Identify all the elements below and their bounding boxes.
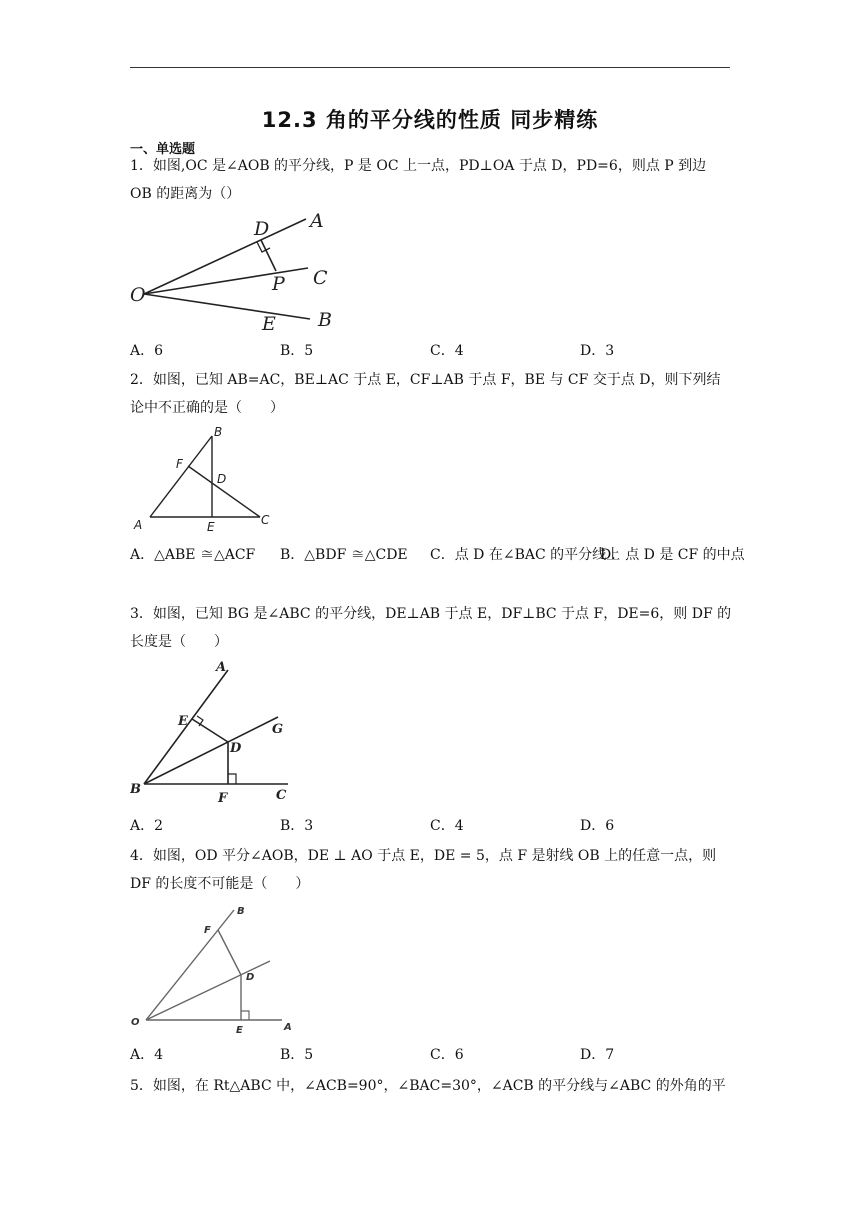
- fig4-label-e: E: [236, 1025, 243, 1036]
- option-d[interactable]: D．6: [580, 818, 615, 834]
- question-4-figure: [130, 900, 305, 1040]
- option-b[interactable]: B．3: [280, 818, 314, 834]
- fig1-label-b: B: [318, 309, 332, 331]
- fig1-label-e: E: [262, 313, 276, 335]
- option-b[interactable]: B．△BDF ≅△CDE: [280, 547, 408, 563]
- fig1-label-p: P: [272, 273, 285, 295]
- question-1-figure: [130, 208, 350, 336]
- option-c[interactable]: C．4: [430, 343, 464, 359]
- question-3-figure: [130, 656, 300, 806]
- fig3-label-b: B: [130, 782, 141, 797]
- fig3-label-f: F: [218, 791, 228, 806]
- fig2-label-e: E: [207, 520, 215, 534]
- option-a[interactable]: A．4: [130, 1047, 164, 1063]
- fig4-label-b: B: [237, 906, 245, 917]
- option-d[interactable]: D．7: [580, 1047, 615, 1063]
- question-5-text: 5．如图，在 Rt△ABC 中，∠ACB=90°，∠BAC=30°，∠ACB 的平分线与∠ABC 的外角的平: [130, 1078, 726, 1094]
- option-a[interactable]: A．2: [130, 818, 164, 834]
- fig1-label-o: O: [130, 284, 146, 306]
- question-2-options: [130, 544, 750, 566]
- fig2-label-d: D: [217, 472, 227, 486]
- fig1-label-a: A: [310, 210, 324, 232]
- question-2-text: 2．如图，已知 AB=AC，BE⊥AC 于点 E，CF⊥AB 于点 F，BE 与 CF 交于点 D，则下列结论中不正确的是（ ）: [130, 372, 721, 416]
- fig2-label-a: A: [134, 518, 143, 532]
- option-b[interactable]: B．5: [280, 1047, 314, 1063]
- fig3-label-e: E: [178, 714, 188, 729]
- header-rule: [130, 67, 730, 68]
- option-c[interactable]: C．4: [430, 818, 464, 834]
- fig3-label-c: C: [276, 788, 287, 803]
- fig3-label-d: D: [230, 741, 242, 756]
- option-d[interactable]: D．点 D 是 CF 的中点: [600, 547, 745, 563]
- fig4-label-f: F: [204, 925, 211, 936]
- fig4-label-a: A: [284, 1022, 292, 1033]
- fig2-label-b: B: [214, 425, 223, 439]
- fig3-label-g: G: [272, 722, 284, 737]
- section-heading: 一、单选题: [130, 142, 196, 157]
- fig1-label-d: D: [254, 218, 270, 240]
- option-b[interactable]: B．5: [280, 343, 314, 359]
- option-a[interactable]: A．△ABE ≅△ACF: [130, 547, 256, 563]
- question-1-options: [130, 340, 750, 362]
- fig4-label-o: O: [131, 1017, 140, 1028]
- option-a[interactable]: A．6: [130, 343, 164, 359]
- fig4-label-d: D: [246, 972, 255, 983]
- question-2-figure: [130, 424, 290, 536]
- fig3-label-a: A: [216, 660, 227, 675]
- fig2-label-c: C: [261, 513, 270, 527]
- option-d[interactable]: D．3: [580, 343, 615, 359]
- page-title: 12.3 角的平分线的性质 同步精练: [261, 108, 599, 132]
- question-4-text: 4．如图，OD 平分∠AOB，DE ⊥ AO 于点 E，DE = 5，点 F 是射线 OB 上的任意一点，则 DF 的长度不可能是（ ）: [130, 848, 717, 892]
- question-1-text: 1．如图,OC 是∠AOB 的平分线，P 是 OC 上一点，PD⊥OA 于点 D，PD=6，则点 P 到边 OB 的距离为（）: [130, 158, 707, 202]
- fig2-label-f: F: [176, 457, 183, 471]
- question-4-options: [130, 1044, 750, 1066]
- fig1-label-c: C: [313, 267, 328, 289]
- question-3-options: [130, 815, 750, 837]
- question-3-text: 3．如图，已知 BG 是∠ABC 的平分线，DE⊥AB 于点 E，DF⊥BC 于点 F，DE=6，则 DF 的长度是（ ）: [130, 606, 732, 650]
- option-c[interactable]: C．点 D 在∠BAC 的平分线上: [430, 547, 621, 563]
- option-c[interactable]: C．6: [430, 1047, 464, 1063]
